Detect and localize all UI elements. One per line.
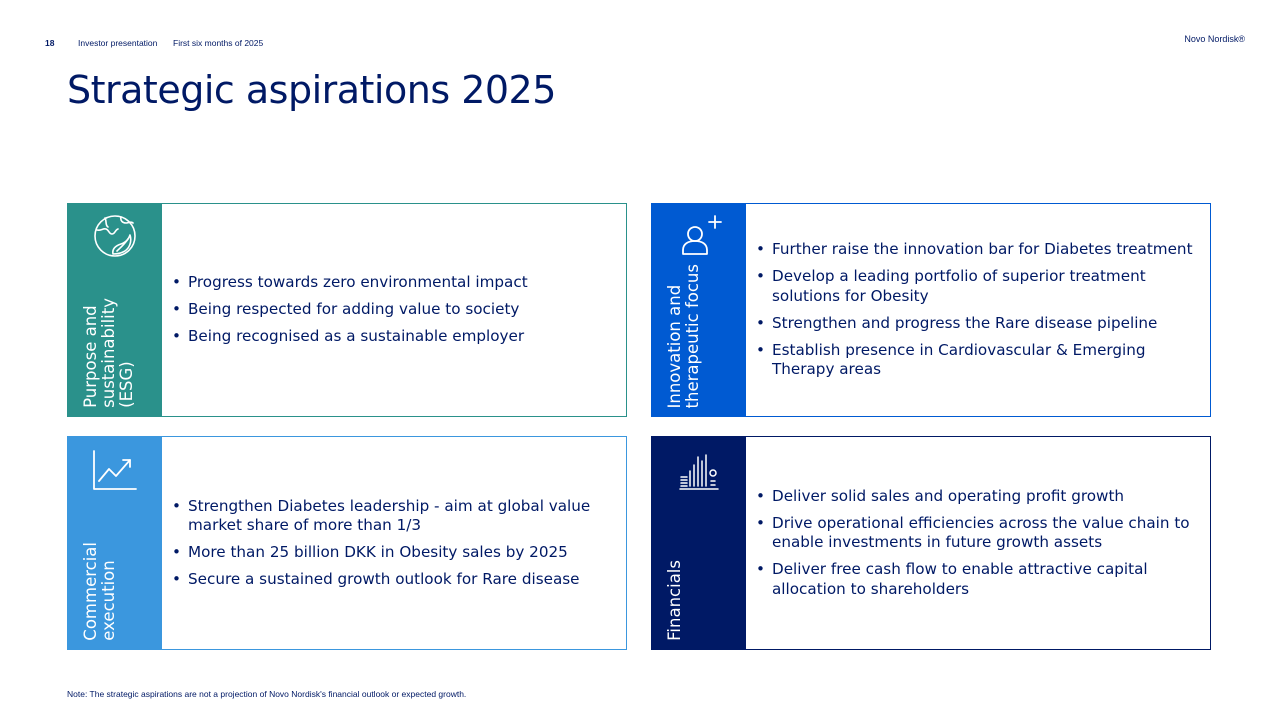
card-commercial-execution (67, 436, 627, 650)
bullet-list (172, 497, 614, 590)
card-content (746, 204, 1210, 416)
card-side-panel (68, 437, 162, 649)
card-label-financials: Financials (665, 560, 684, 641)
list-item: • Progress towards zero environmental impact (172, 273, 528, 293)
footnote: Note: The strategic aspirations are not a projection of Novo Nordisk's financial outlook or expected growth. (67, 689, 467, 699)
list-item: • Strengthen and progress the Rare disease pipeline (756, 314, 1198, 334)
bullet-list (172, 273, 528, 347)
line-chart-icon (91, 445, 139, 493)
page-number: 18 (45, 38, 55, 48)
card-label-innovation: Innovation and therapeutic focus (665, 263, 702, 408)
card-side-panel (68, 204, 162, 416)
period-label: First six months of 2025 (173, 38, 264, 48)
card-innovation-therapeutic (651, 203, 1211, 417)
card-label-commercial: Commercial execution (81, 542, 118, 641)
brand-name: Novo Nordisk® (1184, 34, 1245, 44)
bullet-list (756, 240, 1198, 380)
list-item: • Deliver solid sales and operating profit growth (756, 487, 1198, 507)
card-content (162, 437, 626, 649)
card-content (162, 204, 626, 416)
list-item: • Drive operational efficiencies across the value chain to enable investments in future growth assets (756, 514, 1198, 553)
list-item: • Strengthen Diabetes leadership - aim at global value market share of more than 1/3 (172, 497, 614, 536)
card-financials (651, 436, 1211, 650)
list-item: • More than 25 billion DKK in Obesity sales by 2025 (172, 543, 614, 563)
card-purpose-sustainability (67, 203, 627, 417)
card-side-panel (652, 204, 746, 416)
list-item: • Establish presence in Cardiovascular & Emerging Therapy areas (756, 341, 1198, 380)
list-item: • Develop a leading portfolio of superior treatment solutions for Obesity (756, 267, 1198, 306)
list-item: • Further raise the innovation bar for Diabetes treatment (756, 240, 1198, 260)
card-side-panel (652, 437, 746, 649)
list-item: • Being respected for adding value to society (172, 300, 528, 320)
globe-leaf-icon (91, 212, 139, 260)
person-plus-icon (675, 212, 723, 260)
card-label-purpose: Purpose and sustainability (ESG) (81, 298, 136, 408)
list-item: • Deliver free cash flow to enable attractive capital allocation to shareholders (756, 560, 1198, 599)
page-title: Strategic aspirations 2025 (67, 68, 556, 112)
presentation-label: Investor presentation (78, 38, 158, 48)
list-item: • Secure a sustained growth outlook for Rare disease (172, 570, 614, 590)
list-item: • Being recognised as a sustainable employer (172, 327, 528, 347)
bar-chart-icon (675, 445, 723, 493)
card-content (746, 437, 1210, 649)
bullet-list (756, 487, 1198, 600)
